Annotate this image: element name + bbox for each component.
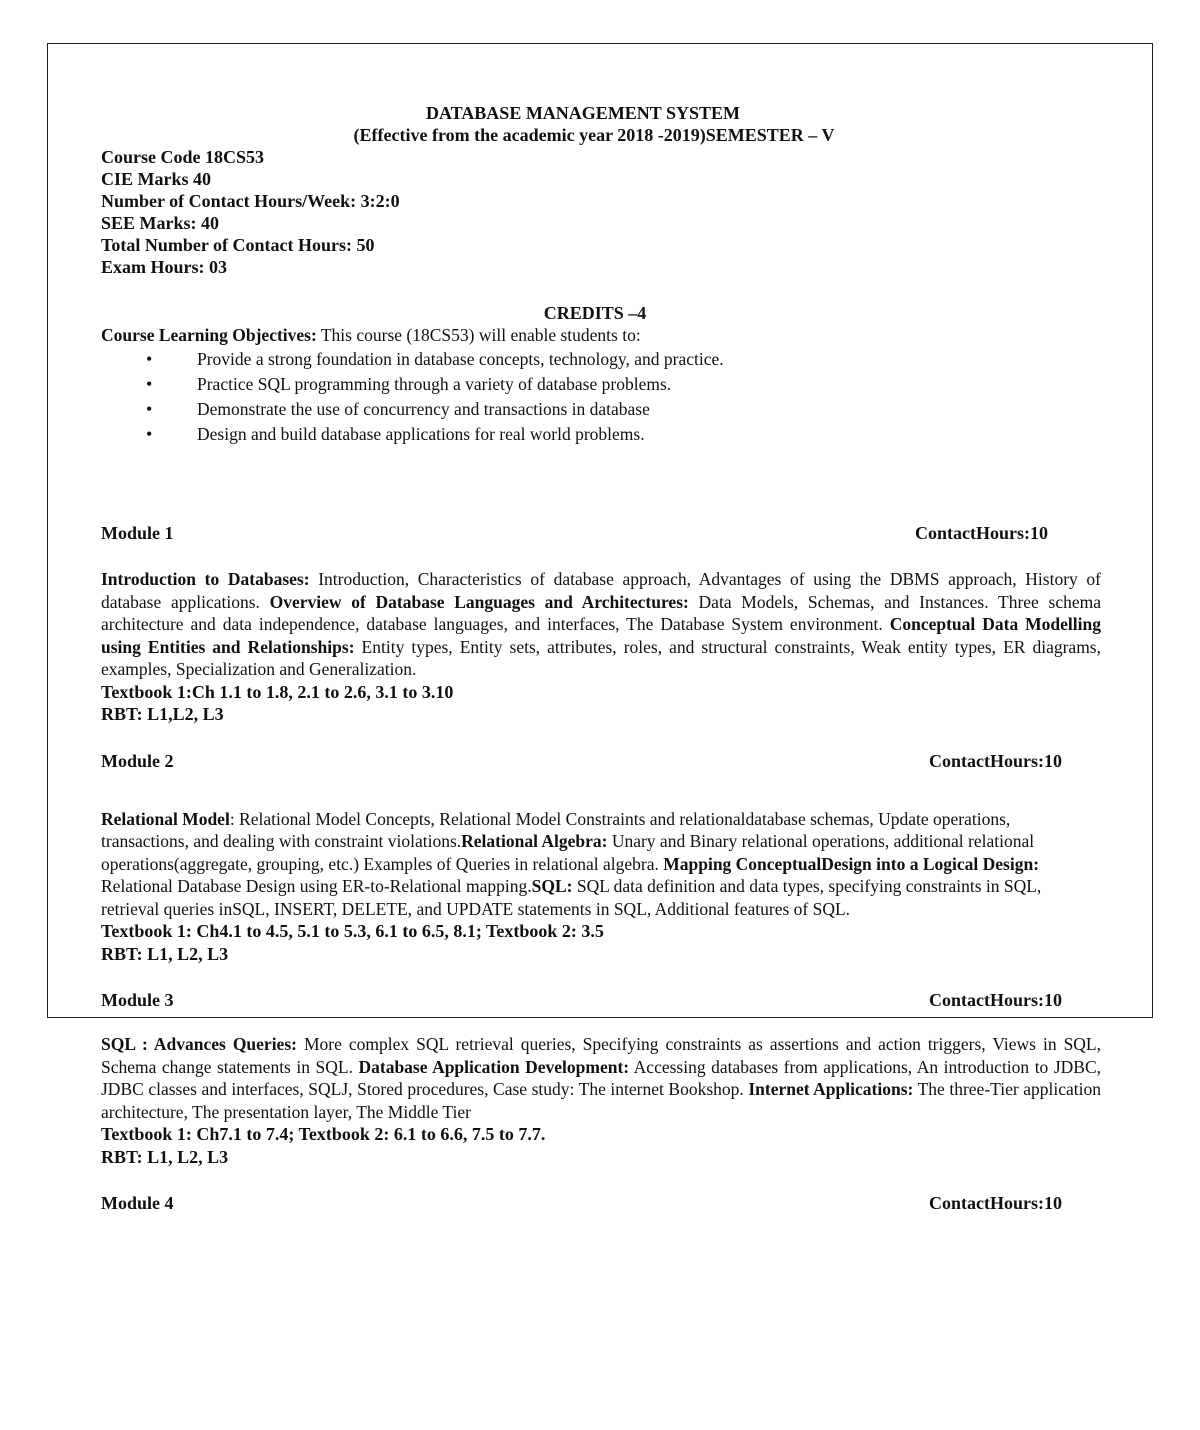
see-marks: SEE Marks: 40 [101,213,220,233]
module-2-text-2: Unary and Binary relational operations, additional relational operations(aggregate, grouping, etc.) Examples of Queries in relational algebra. [101,831,1035,874]
exam-hours: Exam Hours: 03 [101,257,227,277]
module-2-topic-3: Mapping ConceptualDesign into a Logical Design: [663,853,1040,874]
module-2-topic-1: Relational Model [101,808,230,829]
module-1-topic-2: Overview of Database Languages and Architectures: [269,591,689,612]
module-2-textbook: Textbook 1: Ch4.1 to 4.5, 5.1 to 5.3, 6.1 to 6.5, 8.1; Textbook 2: 3.5 [101,921,604,941]
module-2-hours: ContactHours:10 [929,750,1062,771]
module-1-description [101,568,1101,681]
learning-objectives [101,324,1101,447]
objectives-intro [101,324,1101,347]
objectives-list [101,347,1101,447]
module-3-topic-1: SQL : Advances Queries: [101,1034,297,1054]
module-3-rbt: RBT: L1, L2, L3 [101,1146,229,1167]
module-2-title: Module 2 [101,750,174,771]
cie-marks: CIE Marks 40 [101,169,212,189]
module-1-textbook: Textbook 1:Ch 1.1 to 1.8, 2.1 to 2.6, 3.1 to 3.10 [101,681,454,702]
objective-item: • Design and build database applications for real world problems. [197,422,1101,447]
module-2-rbt: RBT: L1, L2, L3 [101,943,229,964]
module-1-rbt: RBT: L1,L2, L3 [101,704,224,724]
total-contact-hours: Total Number of Contact Hours: 50 [101,235,375,255]
document-title: DATABASE MANAGEMENT SYSTEM [425,103,741,123]
module-1-text-1: Introduction, Characteristics of database approach, Advantages of using the DBMS approach, History of database applications. [101,569,1102,612]
module-2-text-3: Relational Database Design using ER-to-Relational mapping. [101,876,532,896]
module-3-text-1: More complex SQL retrieval queries, Specifying constraints as assertions and action triggers, Views in SQL, Schema change statements in SQL. [101,1034,1101,1077]
module-1-header [101,522,1101,544]
objective-item: • Practice SQL programming through a variety of database problems. [197,372,1101,397]
module-3-header [101,989,1101,1011]
module-3-topic-2: Database Application Development: [358,1056,630,1077]
credits: CREDITS –4 [543,303,647,323]
module-2-topic-2: Relational Algebra: [461,831,608,851]
module-1-text-3: Entity types, Entity sets, attributes, roles, and structural constraints, Weak entity types, ER diagrams, examples, Specialization and Generalization. [101,636,1101,679]
contact-hours-week: Number of Contact Hours/Week: 3:2:0 [101,191,400,211]
module-2-header [101,750,1101,772]
module-1-topic-3: Conceptual Data Modelling using Entities and Relationships: [101,614,1102,657]
module-2-topic-4: SQL: [531,876,573,896]
module-2-text-1: : Relational Model Concepts, Relational Model Constraints and relationaldatabase schemas, Update operations, transactions, and dealing with constraint violations. [101,808,1011,851]
module-4-hours: ContactHours:10 [929,1193,1062,1213]
document-subtitle: (Effective from the academic year 2018 -2019)SEMESTER – V [353,125,835,145]
module-3-topic-3: Internet Applications: [748,1079,914,1099]
objective-item: • Provide a strong foundation in database concepts, technology, and practice. [197,347,1101,372]
module-3-text-2: Accessing databases from applications, An introduction to JDBC, JDBC classes and interfaces, SQLJ, Stored procedures, Case study: The internet Bookshop. [101,1056,1101,1099]
module-2-text-4: SQL data definition and data types, specifying constraints in SQL, retrieval queries inSQL, INSERT, DELETE, and UPDATE statements in SQL, Additional features of SQL. [101,876,1042,919]
module-1-title: Module 1 [101,523,174,543]
module-3-title: Module 3 [101,990,174,1010]
module-4-header [101,1192,1101,1214]
objectives-intro-text: This course (18CS53) will enable students to: [316,325,641,345]
module-4-title: Module 4 [101,1193,174,1213]
module-1-text-2: Data Models, Schemas, and Instances. Three schema architecture and data independence, database languages, and interfaces, The Database System environment. [101,591,1101,634]
document-content [101,102,1101,1214]
objective-item: • Demonstrate the use of concurrency and transactions in database [197,397,1101,422]
module-2-description [101,808,1101,921]
course-meta [101,146,1101,278]
module-3-description [101,1033,1101,1123]
module-3-hours: ContactHours:10 [929,990,1062,1010]
module-1-hours: ContactHours:10 [915,523,1048,543]
module-3-text-3: The three-Tier application architecture, The presentation layer, The Middle Tier [101,1079,1101,1122]
objectives-label: Course Learning Objectives: [101,325,317,345]
course-code: Course Code 18CS53 [101,147,265,167]
module-1-topic-1: Introduction to Databases: [101,569,310,589]
module-3-textbook: Textbook 1: Ch7.1 to 7.4; Textbook 2: 6.1 to 6.6, 7.5 to 7.7. [101,1124,546,1144]
